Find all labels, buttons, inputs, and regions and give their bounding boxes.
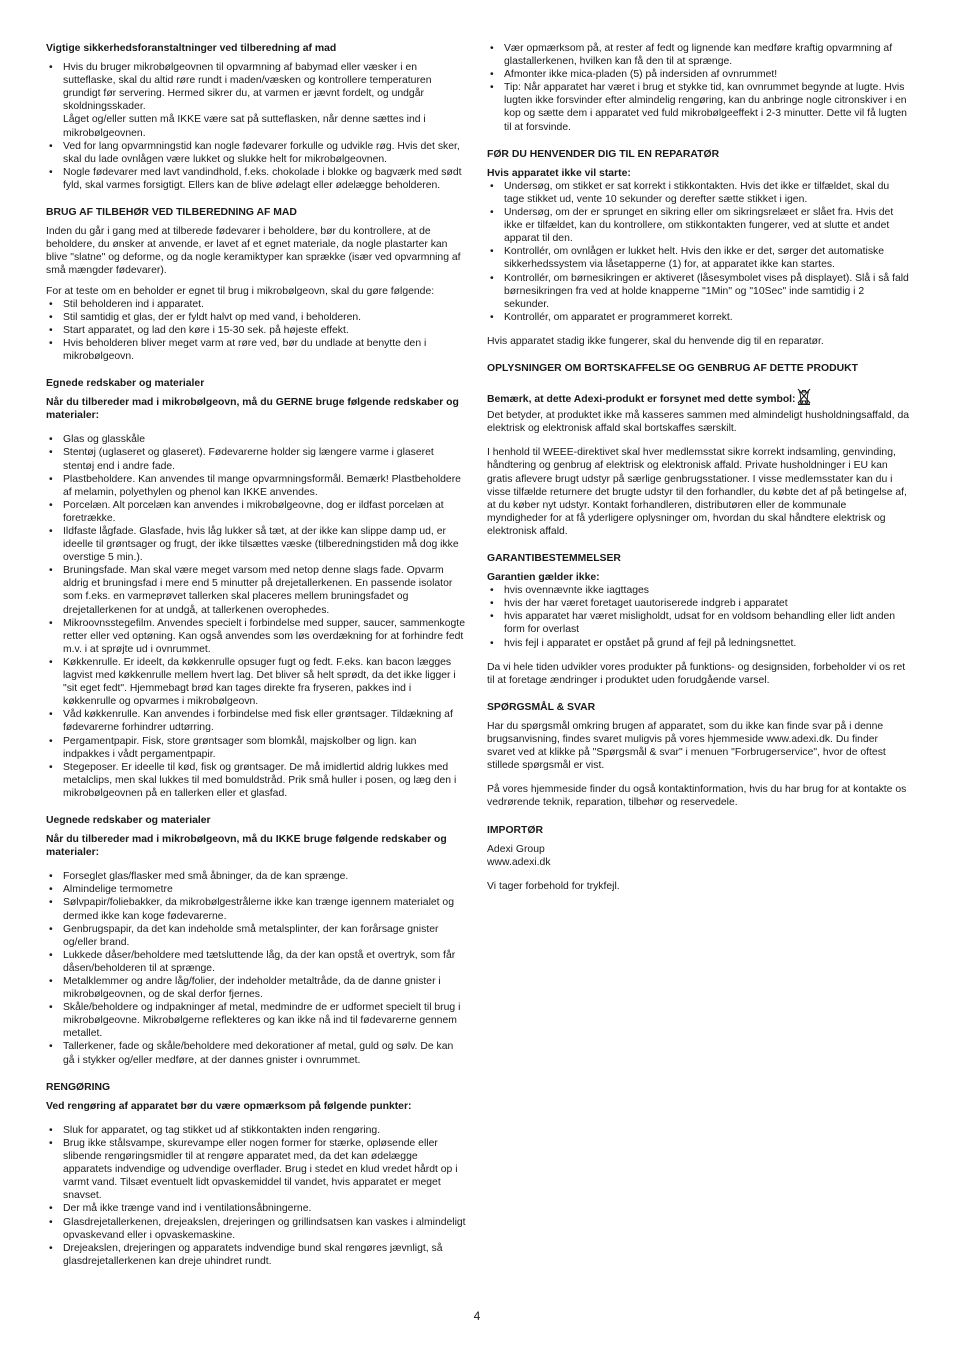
list-item: • Undersøg, om stikket er sat korrekt i stikkontakten. Hvis det ikke er tilfældet, skal du tage stikket ud, vente 10 sekunder og derefter sætte stikket i igen. xyxy=(487,180,909,206)
container-test-intro: For at teste om en beholder er egnet til brug i mikrobølgeovn, skal du gøre følgende: xyxy=(46,285,435,297)
list-item: • Stegeposer. Er ideelle til kød, fisk og grøntsager. De må imidlertid aldrig lukkes med metalclips, men skal lukkes til med bomuldstråd. Prik små huller i posen, og læg den i mikrobølgeovnen på en tallerken eller et glasfad. xyxy=(46,761,466,800)
list-item: • Mikroovnsstegefilm. Anvendes specielt i forbindelse med supper, saucer, sammenkogte retter eller ved optøning. Kan også anvendes som løs overdækning for at forhindre fedt m.v. i at sprøjte ud i ovnrummet. xyxy=(46,617,466,656)
list-item: • Forseglet glas/flasker med små åbninger, da de kan sprænge. xyxy=(46,870,466,883)
warranty-closing: Da vi hele tiden udvikler vores produkter på funktions- og designsiden, forbeholder vi os ret til at foretage ændringer i produktet uden forudgående varsel. xyxy=(487,661,906,686)
list-item: • hvis fejl i apparatet er opstået på grund af fejl på ledningsnettet. xyxy=(487,637,909,650)
list-item: • Afmonter ikke mica-pladen (5) på indersiden af ovnrummet! xyxy=(487,68,909,81)
list-item: • Våd køkkenrulle. Kan anvendes i forbindelse med fisk eller grøntsager. Tildækning af fødevarerne forhindrer udtørring. xyxy=(46,708,466,734)
unsuitable-subheading: Når du tilbereder mad i mikrobølgeovn, må du IKKE bruge følgende redskaber og materialer: xyxy=(46,834,447,859)
list-item: • Start apparatet, og lad den køre i 15-30 sek. på højeste effekt. xyxy=(46,324,466,337)
crossed-out-wheelie-bin-icon xyxy=(797,388,811,409)
list-item: • Undersøg, om der er sprunget en sikring eller om sikringsrelæet er slået fra. Hvis det ikke er tilfældet, kan du kontrollere, om stikkontakten fungerer, ved at slutte et andet apparat til den. xyxy=(487,206,909,245)
list-item: • Plastbeholdere. Kan anvendes til mange opvarmningsformål. Bemærk! Plastbeholdere af melamin, polyethylen og phenol kan IKKE anvendes. xyxy=(46,473,466,499)
list-item: • Porcelæn. Alt porcelæn kan anvendes i mikrobølgeovne, dog er ildfast porcelæn at foretrække. xyxy=(46,499,466,525)
unsuitable-list xyxy=(46,870,466,1066)
list-item: • Stil samtidig et glas, der er fyldt halvt op med vand, i beholderen. xyxy=(46,311,466,324)
suitable-heading: Egnede redskaber og materialer xyxy=(46,378,205,390)
list-item: • Glasdrejetallerkenen, drejeakslen, drejeringen og grillindsatsen kan vaskes i almindeligt opvaskevand eller i opvaskemaskine. xyxy=(46,1216,466,1242)
list-item: • Stentøj (uglaseret og glaseret). Fødevarerne holder sig længere varme i glaseret stentøj end i andre fade. xyxy=(46,446,466,472)
list-item: • Brug ikke stålsvampe, skurevampe eller nogen former for stærke, opløsende eller slibende rengøringsmidler til at rengøre apparatet med, da det kan ødelægge apparatets indvendige og udvendige overflader. Brug i stedet en klud vredet hårdt op i varmt vand. Tilsæt eventuelt lidt opvaskemiddel til vandet, hvis apparatet er meget snavset. xyxy=(46,1137,466,1202)
list-item: • Metalklemmer og andre låg/folier, der indeholder metaltråde, da de danne gnister i mikrobølgeovnen, og de skal derfor fjernes. xyxy=(46,975,466,1001)
list-item: • Glas og glasskåle xyxy=(46,433,466,446)
warranty-heading: GARANTIBESTEMMELSER xyxy=(487,553,621,564)
list-item: • Kontrollér, om ovnlågen er lukket helt. Hvis den ikke er det, sørger det automatiske sikkerhedssystem via låsetapperne (1) for, at apparatet ikke kan startes. xyxy=(487,245,909,271)
disposal-paragraph-1: Det betyder, at produktet ikke må kasseres sammen med almindeligt husholdningsaffald, da elektrisk og elektronisk affald skal bortskaffes særskilt. xyxy=(487,410,910,435)
list-item: • Vær opmærksom på, at rester af fedt og lignende kan medføre kraftig opvarmning af glastallerkenen, hvilken kan få den til at sprænge. xyxy=(487,42,909,68)
suitable-subheading: Når du tilbereder mad i mikrobølgeovn, må du GERNE bruge følgende redskaber og materialer: xyxy=(46,397,459,422)
list-item: • Tallerkener, fade og skåle/beholdere med dekorationer af metal, guld og sølv. De kan gå i stykker og/eller medføre, at der dannes gnister i ovnrummet. xyxy=(46,1040,466,1066)
list-item: • Sølvpapir/foliebakker, da mikrobølgestrålerne ikke kan trænge igennem materialet og dermed ikke kan koge fødevarerne. xyxy=(46,896,466,922)
list-item: • Ildfaste lågfade. Glasfade, hvis låg lukker så tæt, at der ikke kan slippe damp ud, er ideelle til grøntsager og frugt, der ikke tilsættes væske (tilberedningstiden må dog ikke overstige 5 min.). xyxy=(46,525,466,564)
list-item: • Nogle fødevarer med lavt vandindhold, f.eks. chokolade i blokke og bagværk med sødt fyld, skal varmes forsigtigt. Ellers kan de blive ødelagt eller ødelægge beholderen. xyxy=(46,166,466,192)
importer-company: Adexi Group xyxy=(487,843,545,855)
safety-heading: Vigtige sikkerhedsforanstaltninger ved tilberedning af mad xyxy=(46,43,337,54)
list-item: • hvis apparatet har været misligholdt, udsat for en voldsom behandling eller lidt anden form for overlast xyxy=(487,610,909,636)
warranty-subheading: Garantien gælder ikke: xyxy=(487,572,600,584)
list-item: • Sluk for apparatet, og tag stikket ud af stikkontakten inden rengøring. xyxy=(46,1124,466,1137)
page-number: 4 xyxy=(473,1309,481,1323)
list-item: • Ved for lang opvarmningstid kan nogle fødevarer forkulle og udvikle røg. Hvis det sker, skal du lade ovnlågen være lukket og slukke helt for mikrobølgeovnen. xyxy=(46,140,466,166)
cleaning-continued-list xyxy=(487,42,909,134)
safety-list xyxy=(46,61,466,192)
list-item: • Hvis beholderen bliver meget varm at røre ved, bør du undlade at benytte den i mikrobølgeovn. xyxy=(46,337,466,363)
cleaning-subheading: Ved rengøring af apparatet bør du være opmærksom på følgende punkter: xyxy=(46,1100,412,1112)
list-item: • Køkkenrulle. Er ideelt, da køkkenrulle opsuger fugt og fedt. F.eks. kan bacon lægges lagvist med køkkenrulle mellem hvert lag. Det bliver så helt sprødt, da det ikke ligger i "sit eget fedt". Hjemmebagt brød kan tages direkte fra fryseren, pakkes ind i køkkenrulle og opvarmes i mikrobølgeovn. xyxy=(46,656,466,708)
repair-closing: Hvis apparatet stadig ikke fungerer, skal du henvende dig til en reparatør. xyxy=(487,335,824,347)
list-item: • Kontrollér, om apparatet er programmeret korrekt. xyxy=(487,311,909,324)
importer-website: www.adexi.dk xyxy=(487,856,551,868)
list-item: • Pergamentpapir. Fisk, store grøntsager som blomkål, majskolber og lign. kan indpakkes i vådt pergamentpapir. xyxy=(46,735,466,761)
list-item: • Lukkede dåser/beholdere med tætsluttende låg, da der kan opstå et overtryk, som får dåsen/beholderen til at sprænge. xyxy=(46,949,466,975)
list-item: • Genbrugspapir, da det kan indeholde små metalsplinter, der kan forårsage gnister og/eller brand. xyxy=(46,923,466,949)
faq-heading: SPØRGSMÅL & SVAR xyxy=(487,701,596,713)
container-test-list xyxy=(46,298,466,363)
accessories-heading: BRUG AF TILBEHØR VED TILBEREDNING AF MAD xyxy=(46,207,297,219)
repair-subheading: Hvis apparatet ikke vil starte: xyxy=(487,167,631,179)
list-item: • Hvis du bruger mikrobølgeovnen til opvarmning af babymad eller væsker i en sutteflaske, skal du altid røre rundt i maden/væsken og kontrollere temperaturen grundigt før servering. Hermed sikrer du, at varmen er jævnt fordelt, og undgår skoldningsskader. Låget og/eller sutten må IKKE være sat på sutteflasken, når denne sættes ind i mikrobølgeovnen. xyxy=(46,61,466,140)
list-item: • Skåle/beholdere og indpakninger af metal, medmindre de er udformet specielt til brug i mikrobølgeovne. Mikrobølgerne reflekteres og kan ikke nå ind til fødevarerne gennem metallet. xyxy=(46,1001,466,1040)
list-item: • Der må ikke trænge vand ind i ventilationsåbningerne. xyxy=(46,1202,466,1215)
list-item: • Kontrollér, om børnesikringen er aktiveret (låsesymbolet vises på displayet). Slå i så fald børnesikringen fra ved at holde knapperne "1Min" og "10Sec" inde samtidig i 2 sekunder. xyxy=(487,272,909,311)
list-item: • hvis ovennævnte ikke iagttages xyxy=(487,584,909,597)
list-item: • Bruningsfade. Man skal være meget varsom med netop denne slags fade. Opvarm aldrig et bruningsfad i mere end 5 minutter på drejetallerkenen. En passende isolator som f.eks. en varmeprøvet tallerken skal placeres mellem bruningsfadet og drejetallerkenen for at undgå, at tallerkenen overophedes. xyxy=(46,564,466,616)
unsuitable-heading: Uegnede redskaber og materialer xyxy=(46,814,211,826)
faq-paragraph-1: Har du spørgsmål omkring brugen af apparatet, som du ikke kan finde svar på i denne brugsanvisning, findes svaret muligvis på vores hjemmeside www.adexi.dk. Du finder svaret ved at klikke på "Spørgsmål & svar" i menuen "Forbrugerservice", hvor de oftest stillede spørgsmål er vist. xyxy=(487,720,886,772)
importer-heading: IMPORTØR xyxy=(487,824,543,836)
left-column xyxy=(46,42,466,1268)
repair-heading: FØR DU HENVENDER DIG TIL EN REPARATØR xyxy=(487,148,720,160)
cleaning-list xyxy=(46,1124,466,1268)
list-item: • Almindelige termometre xyxy=(46,883,466,896)
list-item: • hvis der har været foretaget uautoriserede indgreb i apparatet xyxy=(487,597,909,610)
disposal-notice: Bemærk, at dette Adexi-produkt er forsynet med dette symbol: xyxy=(487,388,909,409)
faq-paragraph-2: På vores hjemmeside finder du også kontaktinformation, hvis du har brug for at kontakte os vedrørende teknik, reparation, tilbehør og reservedele. xyxy=(487,784,907,809)
cleaning-heading: RENGØRING xyxy=(46,1081,111,1093)
print-disclaimer: Vi tager forbehold for trykfejl. xyxy=(487,880,620,892)
right-column xyxy=(487,42,909,893)
suitable-list xyxy=(46,433,466,800)
repair-list xyxy=(487,180,909,324)
disposal-paragraph-2: I henhold til WEEE-direktivet skal hver medlemsstat sikre korrekt indsamling, genvinding, håndtering og genbrug af elektrisk og elektronisk affald. Private husholdninger i EU kan gratis aflevere brugt udstyr på særlige genbrugsstationer. I visse medlemsstater kan du i visse tilfælde returnere det brugte udstyr til den forhandler, du købte det af på betingelse af, at du køber nyt udstyr. Kontakt forhandleren, distributøren eller de kommunale myndigheder for at få yderligere oplysninger om, hvordan du skal håndtere elektrisk og elektronisk affald. xyxy=(487,447,907,537)
list-item: • Drejeakslen, drejeringen og apparatets indvendige bund skal rengøres jævnligt, så glasdrejetallerkenen kan dreje uhindret rundt. xyxy=(46,1242,466,1268)
warranty-list xyxy=(487,584,909,649)
accessories-intro: Inden du går i gang med at tilberede fødevarer i beholdere, bør du kontrollere, at de beholdere, du ønsker at anvende, er lavet af et egnet materiale, da nogle plastarter kan blive "slatne" og deforme, og da nogle keramiktyper kan sprække (især ved opvarmning af små mængder fødevarer). xyxy=(46,226,461,277)
list-item: • Tip: Når apparatet har været i brug et stykke tid, kan ovnrummet begynde at lugte. Hvis lugten ikke forsvinder efter almindelig rengøring, kan du anbringe nogle citronskiver i en kop og sætte dem i apparatet ved fuld mikrobølgeeffekt i 2-3 minutter. Dette vil få lugten til at forsvinde. xyxy=(487,81,909,133)
list-item: • Stil beholderen ind i apparatet. xyxy=(46,298,466,311)
disposal-heading: OPLYSNINGER OM BORTSKAFFELSE OG GENBRUG AF DETTE PRODUKT xyxy=(487,362,859,374)
